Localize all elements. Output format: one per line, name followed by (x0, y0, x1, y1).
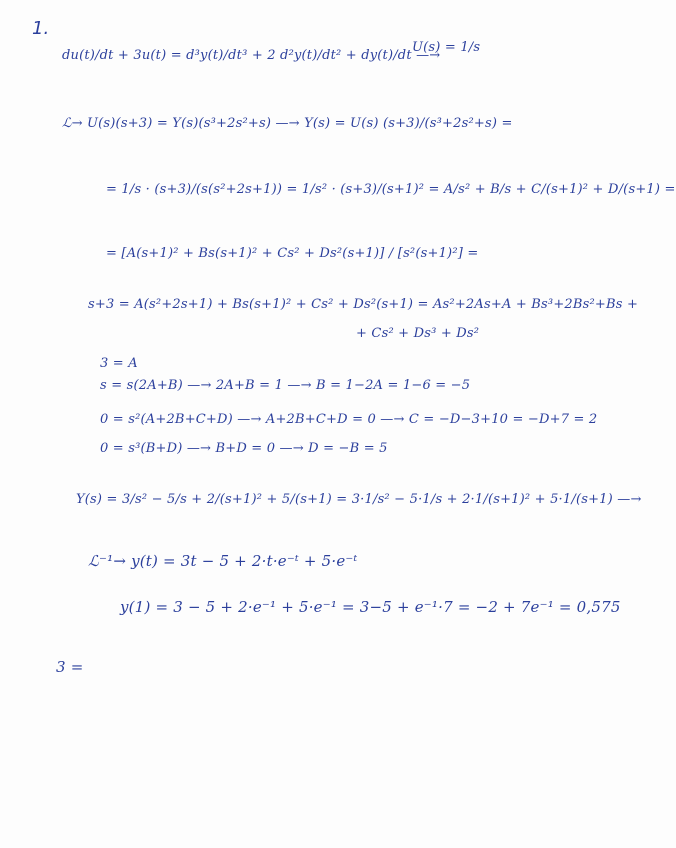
line-input-transform: U(s) = 1/s (412, 40, 481, 55)
line-laplace-transform: ℒ→ U(s)(s+3) = Y(s)(s³+2s²+s) —→ Y(s) = U(s) (s+3)/(s³+2s²+s) = (62, 116, 513, 131)
line-expansion-continued: + Cs² + Ds³ + Ds² (356, 326, 480, 341)
line-coefficient-d: 0 = s³(B+D) —→ B+D = 0 —→ D = −B = 5 (100, 441, 388, 456)
line-coefficient-b: s = s(2A+B) —→ 2A+B = 1 —→ B = 1−2A = 1−6 = −5 (100, 378, 471, 393)
line-output-transform: Y(s) = 3/s² − 5/s + 2/(s+1)² + 5/(s+1) = 3·1/s² − 5·1/s + 2·1/(s+1)² + 5·1/(s+1) —→ (76, 492, 642, 507)
line-differential-equation: du(t)/dt + 3u(t) = d³y(t)/dt³ + 2 d²y(t)/dt² + dy(t)/dt —→ (62, 48, 441, 63)
line-expansion: s+3 = A(s²+2s+1) + Bs(s+1)² + Cs² + Ds²(s+1) = As²+2As+A + Bs³+2Bs²+Bs + (88, 297, 639, 312)
line-coefficient-a: 3 = A (100, 356, 138, 371)
line-evaluation: y(1) = 3 − 5 + 2·e⁻¹ + 5·e⁻¹ = 3−5 + e⁻¹·7 = −2 + 7e⁻¹ = 0,575 (120, 598, 621, 616)
line-inverse-laplace: ℒ⁻¹→ y(t) = 3t − 5 + 2·t·e⁻ᵗ + 5·e⁻ᵗ (88, 552, 358, 570)
line-partial-fractions: = 1/s · (s+3)/(s(s²+2s+1)) = 1/s² · (s+3)/(s+1)² = A/s² + B/s + C/(s+1)² + D/(s+1) = (106, 182, 676, 197)
line-coefficient-c: 0 = s²(A+2B+C+D) —→ A+2B+C+D = 0 —→ C = −D−3+10 = −D+7 = 2 (100, 412, 598, 427)
line-problem-three: 3 = (56, 658, 84, 676)
problem-number: 1. (32, 18, 50, 39)
line-common-denominator: = [A(s+1)² + Bs(s+1)² + Cs² + Ds²(s+1)] / [s²(s+1)²] = (106, 246, 479, 261)
